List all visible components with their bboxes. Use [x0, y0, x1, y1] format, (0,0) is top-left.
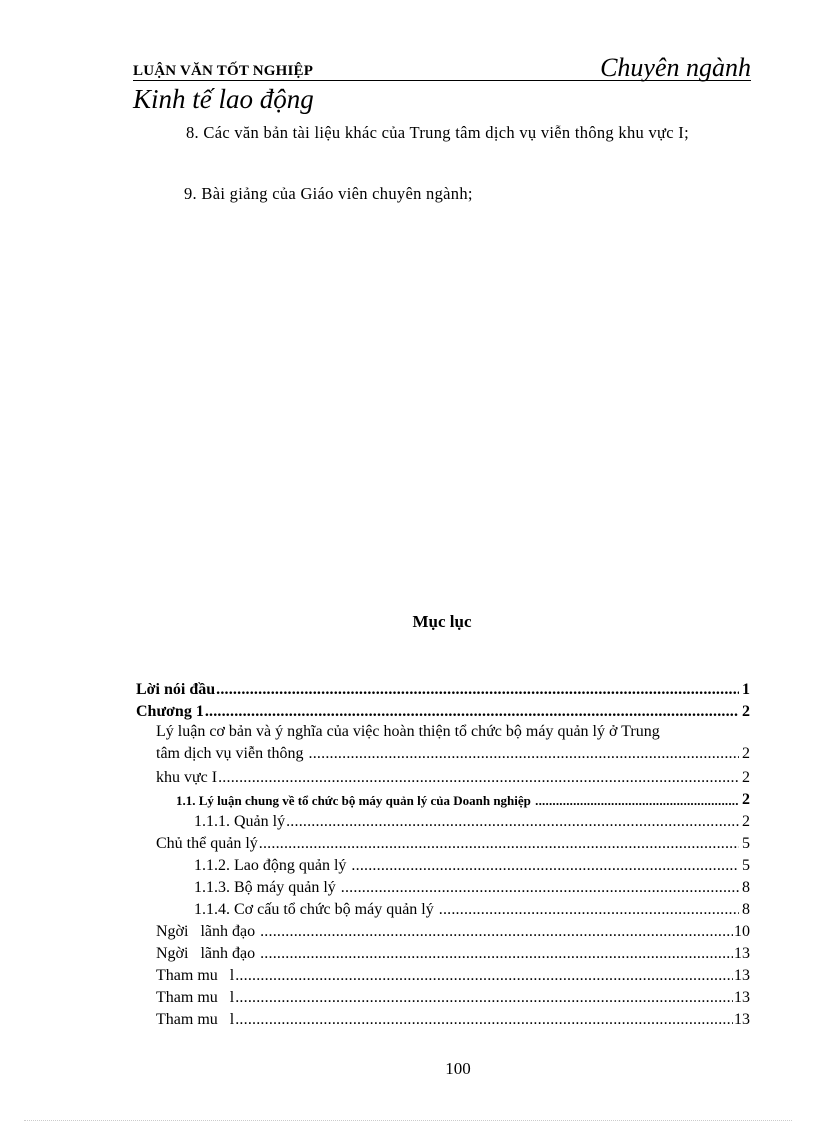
toc-page-number: 5	[742, 857, 750, 874]
toc-entry[interactable]: Chương 1 ..... 2	[136, 699, 750, 721]
reference-item-8: 8. Các văn bản tài liệu khác của Trung tâm dịch vụ viễn thông khu vực I;	[186, 123, 689, 142]
toc-page-number: 2	[742, 769, 750, 786]
toc-page-number: 2	[742, 791, 750, 808]
field-title: Kinh tế lao động	[133, 84, 314, 114]
page-header	[133, 50, 751, 81]
toc-page-number: 13	[734, 1011, 750, 1028]
toc-page-number: 8	[742, 879, 750, 896]
toc-page-number: 2	[742, 703, 750, 720]
toc-entry[interactable]: 1.1. Lý luận chung về tổ chức bộ máy quản lý của Doanh nghiệp ..... 2	[136, 787, 750, 809]
table-of-contents	[136, 677, 750, 1029]
toc-entry[interactable]: Tham mu l ..... 13	[136, 1007, 750, 1029]
toc-page-number: 8	[742, 901, 750, 918]
toc-page-number: 10	[734, 923, 750, 940]
toc-page-number: 2	[742, 813, 750, 830]
toc-entry[interactable]: Ngời lãnh đạo ..... 10	[136, 919, 750, 941]
thesis-label: LUẬN VĂN TỐT NGHIỆP	[133, 63, 314, 79]
toc-entry[interactable]: 1.1.3. Bộ máy quản lý ..... 8	[136, 875, 750, 897]
toc-page-number: 13	[734, 945, 750, 962]
toc-entry[interactable]: Lời nói đầu ..... 1	[136, 677, 750, 699]
toc-entry[interactable]: Ngời lãnh đạo ..... 13	[136, 941, 750, 963]
toc-entry[interactable]: Lý luận cơ bản và ý nghĩa của việc hoàn thiện tổ chức bộ máy quản lý ở Trung tâm dịch vụ viễn thông ..... 2	[136, 721, 750, 765]
toc-title: Mục lục	[412, 612, 472, 631]
toc-entry[interactable]: Chủ thể quản lý ..... 5	[136, 831, 750, 853]
toc-entry[interactable]: khu vực I ..... 2	[136, 765, 750, 787]
toc-page-number: 13	[734, 989, 750, 1006]
toc-page-number: 1	[742, 681, 750, 698]
toc-entry[interactable]: Tham mu l ..... 13	[136, 963, 750, 985]
toc-page-number: 5	[742, 835, 750, 852]
page-number: 100	[445, 1059, 471, 1078]
toc-entry[interactable]: 1.1.2. Lao động quản lý ..... 5	[136, 853, 750, 875]
toc-page-number: 13	[734, 967, 750, 984]
toc-entry[interactable]: 1.1.4. Cơ cấu tổ chức bộ máy quản lý ..... 8	[136, 897, 750, 919]
toc-entry[interactable]: 1.1.1. Quản lý ..... 2	[136, 809, 750, 831]
toc-page-number: 2	[742, 745, 750, 762]
major-label: Chuyên ngành	[600, 53, 751, 82]
reference-item-9: 9. Bài giảng của Giáo viên chuyên ngành;	[184, 184, 473, 203]
toc-entry[interactable]: Tham mu l ..... 13	[136, 985, 750, 1007]
page-bottom-divider	[24, 1120, 792, 1121]
